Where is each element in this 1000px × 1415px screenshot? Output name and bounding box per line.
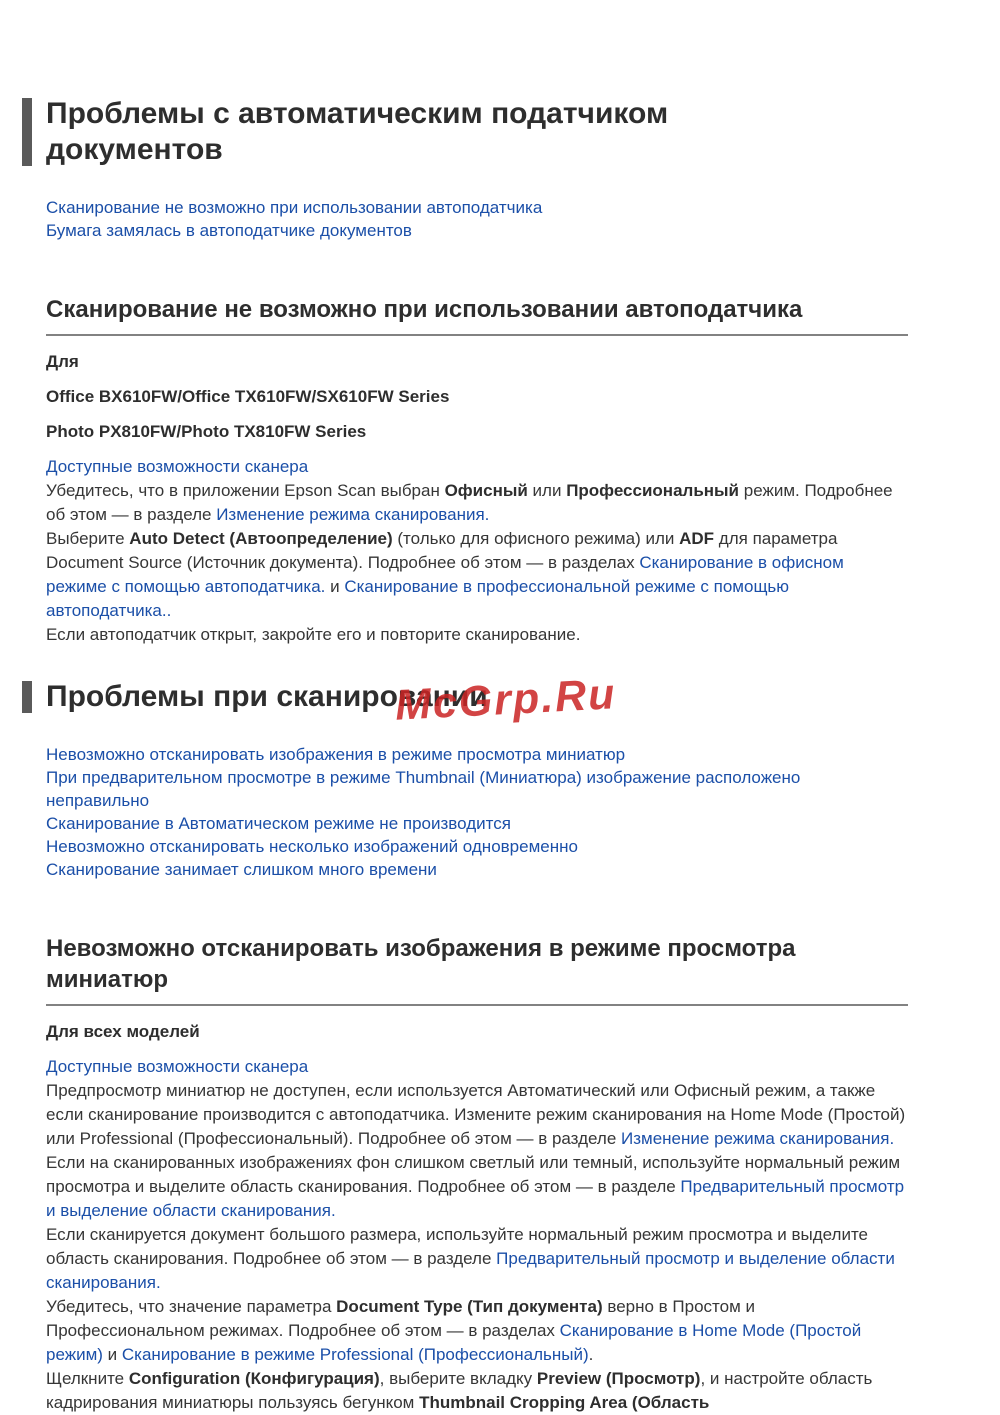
toc-item <box>46 196 908 219</box>
section-title-block-adf <box>46 96 908 168</box>
text-run: (только для офисного режима) или <box>392 529 680 548</box>
text-run: Если автоподатчик открыт, закройте его и повторите сканирование. <box>46 625 581 644</box>
paragraph <box>46 1079 908 1151</box>
text-run: , и настройте область кадрирования миниатюры пользуясь бегунком <box>46 1369 873 1412</box>
paragraph <box>46 1223 908 1295</box>
subsection-heading-scan-impossible: Сканирование не возможно при использовании автоподатчика <box>46 296 803 323</box>
text-run: . <box>588 1345 594 1364</box>
toc-item <box>46 219 908 242</box>
section-title-block-scanning <box>46 679 908 715</box>
toc-item <box>46 743 908 766</box>
paragraph <box>46 479 908 527</box>
paragraph <box>46 527 908 623</box>
toc-link-thumbnail-position[interactable]: При предварительном просмотре в режиме Thumbnail (Миниатюра) изображение расположено неправильно <box>46 768 801 810</box>
inline-link[interactable]: Сканирование в Home Mode (Простой режим) <box>46 1321 862 1364</box>
toc-list-scanning <box>46 743 908 881</box>
text-run: Если сканируется документ большого размера, используйте нормальный режим просмотра и выделите область сканирования. Подробнее об этом — в разделе <box>46 1225 868 1268</box>
toc-link-paper-jam[interactable]: Бумага замялась в автоподатчике документов <box>46 221 412 240</box>
toc-link-multiple-images[interactable]: Невозможно отсканировать несколько изображений одновременно <box>46 837 578 856</box>
toc-link-auto-mode[interactable]: Сканирование в Автоматическом режиме не производится <box>46 814 511 833</box>
feature-link-scanner-capabilities[interactable]: Доступные возможности сканера <box>46 457 309 476</box>
inline-link[interactable]: Сканирование в профессиональной режиме с помощью автоподатчика.. <box>46 577 790 620</box>
bold-text: Профессиональный <box>566 481 740 500</box>
text-run: режим. Подробнее об этом — в разделе <box>46 481 893 524</box>
toc-item <box>46 835 908 858</box>
text-run: Убедитесь, что значение параметра <box>46 1297 337 1316</box>
inline-link[interactable]: Сканирование в офисном режиме с помощью автоподатчика. <box>46 553 844 596</box>
toc-link-too-long[interactable]: Сканирование занимает слишком много времени <box>46 860 437 879</box>
bold-text: ADF <box>679 529 715 548</box>
inline-link[interactable]: Предварительный просмотр и выделение области сканирования. <box>46 1177 905 1220</box>
model-line-office: Office BX610FW/Office TX610FW/SX610FW Series <box>46 387 450 406</box>
toc-item <box>46 766 908 812</box>
text-run: Щелкните <box>46 1369 129 1388</box>
toc-list-adf <box>46 196 908 242</box>
text-run: и <box>102 1345 122 1364</box>
inline-link[interactable]: Предварительный просмотр и выделение области сканирования. <box>46 1249 895 1292</box>
text-run: Предпросмотр миниатюр не доступен, если используется Автоматический или Офисный режим, а также если сканирование производится с автоподатчика. Измените режим сканирования на Home Mode (Простой) или Professional (Профессиональный). Подробнее об этом — в разделе <box>46 1081 906 1148</box>
watermark: McGrp.Ru <box>393 670 618 730</box>
text-run: Выберите <box>46 529 130 548</box>
bold-text: Preview (Просмотр) <box>536 1369 701 1388</box>
feature-link-scanner-capabilities[interactable]: Доступные возможности сканера <box>46 1057 309 1076</box>
toc-link-thumbnail-impossible[interactable]: Невозможно отсканировать изображения в режиме просмотра миниатюр <box>46 745 626 764</box>
model-line-photo: Photo PX810FW/Photo TX810FW Series <box>46 422 367 441</box>
page-content <box>46 0 908 1415</box>
section-title-scanning: Проблемы при сканировании <box>46 680 488 713</box>
paragraph <box>46 1295 908 1367</box>
paragraph <box>46 1151 908 1223</box>
subsection-heading-wrap <box>46 933 908 1006</box>
text-run: верно в Простом и Профессиональном режимах. Подробнее об этом — в разделах <box>46 1297 756 1340</box>
bold-text: Thumbnail Cropping Area (Область <box>419 1393 710 1412</box>
bold-text: Auto Detect (Автоопределение) <box>129 529 393 548</box>
bold-text: Офисный <box>444 481 528 500</box>
spacer <box>46 647 908 679</box>
accent-bar <box>22 98 32 166</box>
subsection-heading-thumbnail: Невозможно отсканировать изображения в режиме просмотра миниатюр <box>46 935 796 993</box>
feature-link-line <box>46 1055 908 1079</box>
text-run: или <box>527 481 567 500</box>
text-run: и <box>325 577 345 596</box>
inline-link[interactable]: Изменение режима сканирования. <box>216 505 490 524</box>
feature-link-line <box>46 455 908 479</box>
paragraph <box>46 1367 908 1415</box>
bold-text: Document Type (Тип документа) <box>336 1297 603 1316</box>
text-run: для параметра Document Source (Источник документа). Подробнее об этом — в разделах <box>46 529 838 572</box>
text-run: , выберите вкладку <box>379 1369 537 1388</box>
applies-label: Для <box>46 352 79 371</box>
accent-bar <box>22 681 32 713</box>
text-run: Если на сканированных изображениях фон слишком светлый или темный, используйте нормальный режим просмотра и выделите область сканирования. Подробнее об этом — в разделе <box>46 1153 901 1196</box>
toc-link-scan-impossible[interactable]: Сканирование не возможно при использовании автоподатчика <box>46 198 543 217</box>
subsection-heading-wrap <box>46 294 908 336</box>
toc-item <box>46 858 908 881</box>
inline-link[interactable]: Сканирование в режиме Professional (Профессиональный) <box>121 1345 589 1364</box>
toc-item <box>46 812 908 835</box>
text-run: Убедитесь, что в приложении Epson Scan выбран <box>46 481 445 500</box>
section-title-adf: Проблемы с автоматическим податчиком документов <box>46 97 669 166</box>
paragraph <box>46 623 908 647</box>
bold-text: Configuration (Конфигурация) <box>128 1369 380 1388</box>
inline-link[interactable]: Изменение режима сканирования. <box>621 1129 895 1148</box>
applies-label-all-models: Для всех моделей <box>46 1022 200 1041</box>
